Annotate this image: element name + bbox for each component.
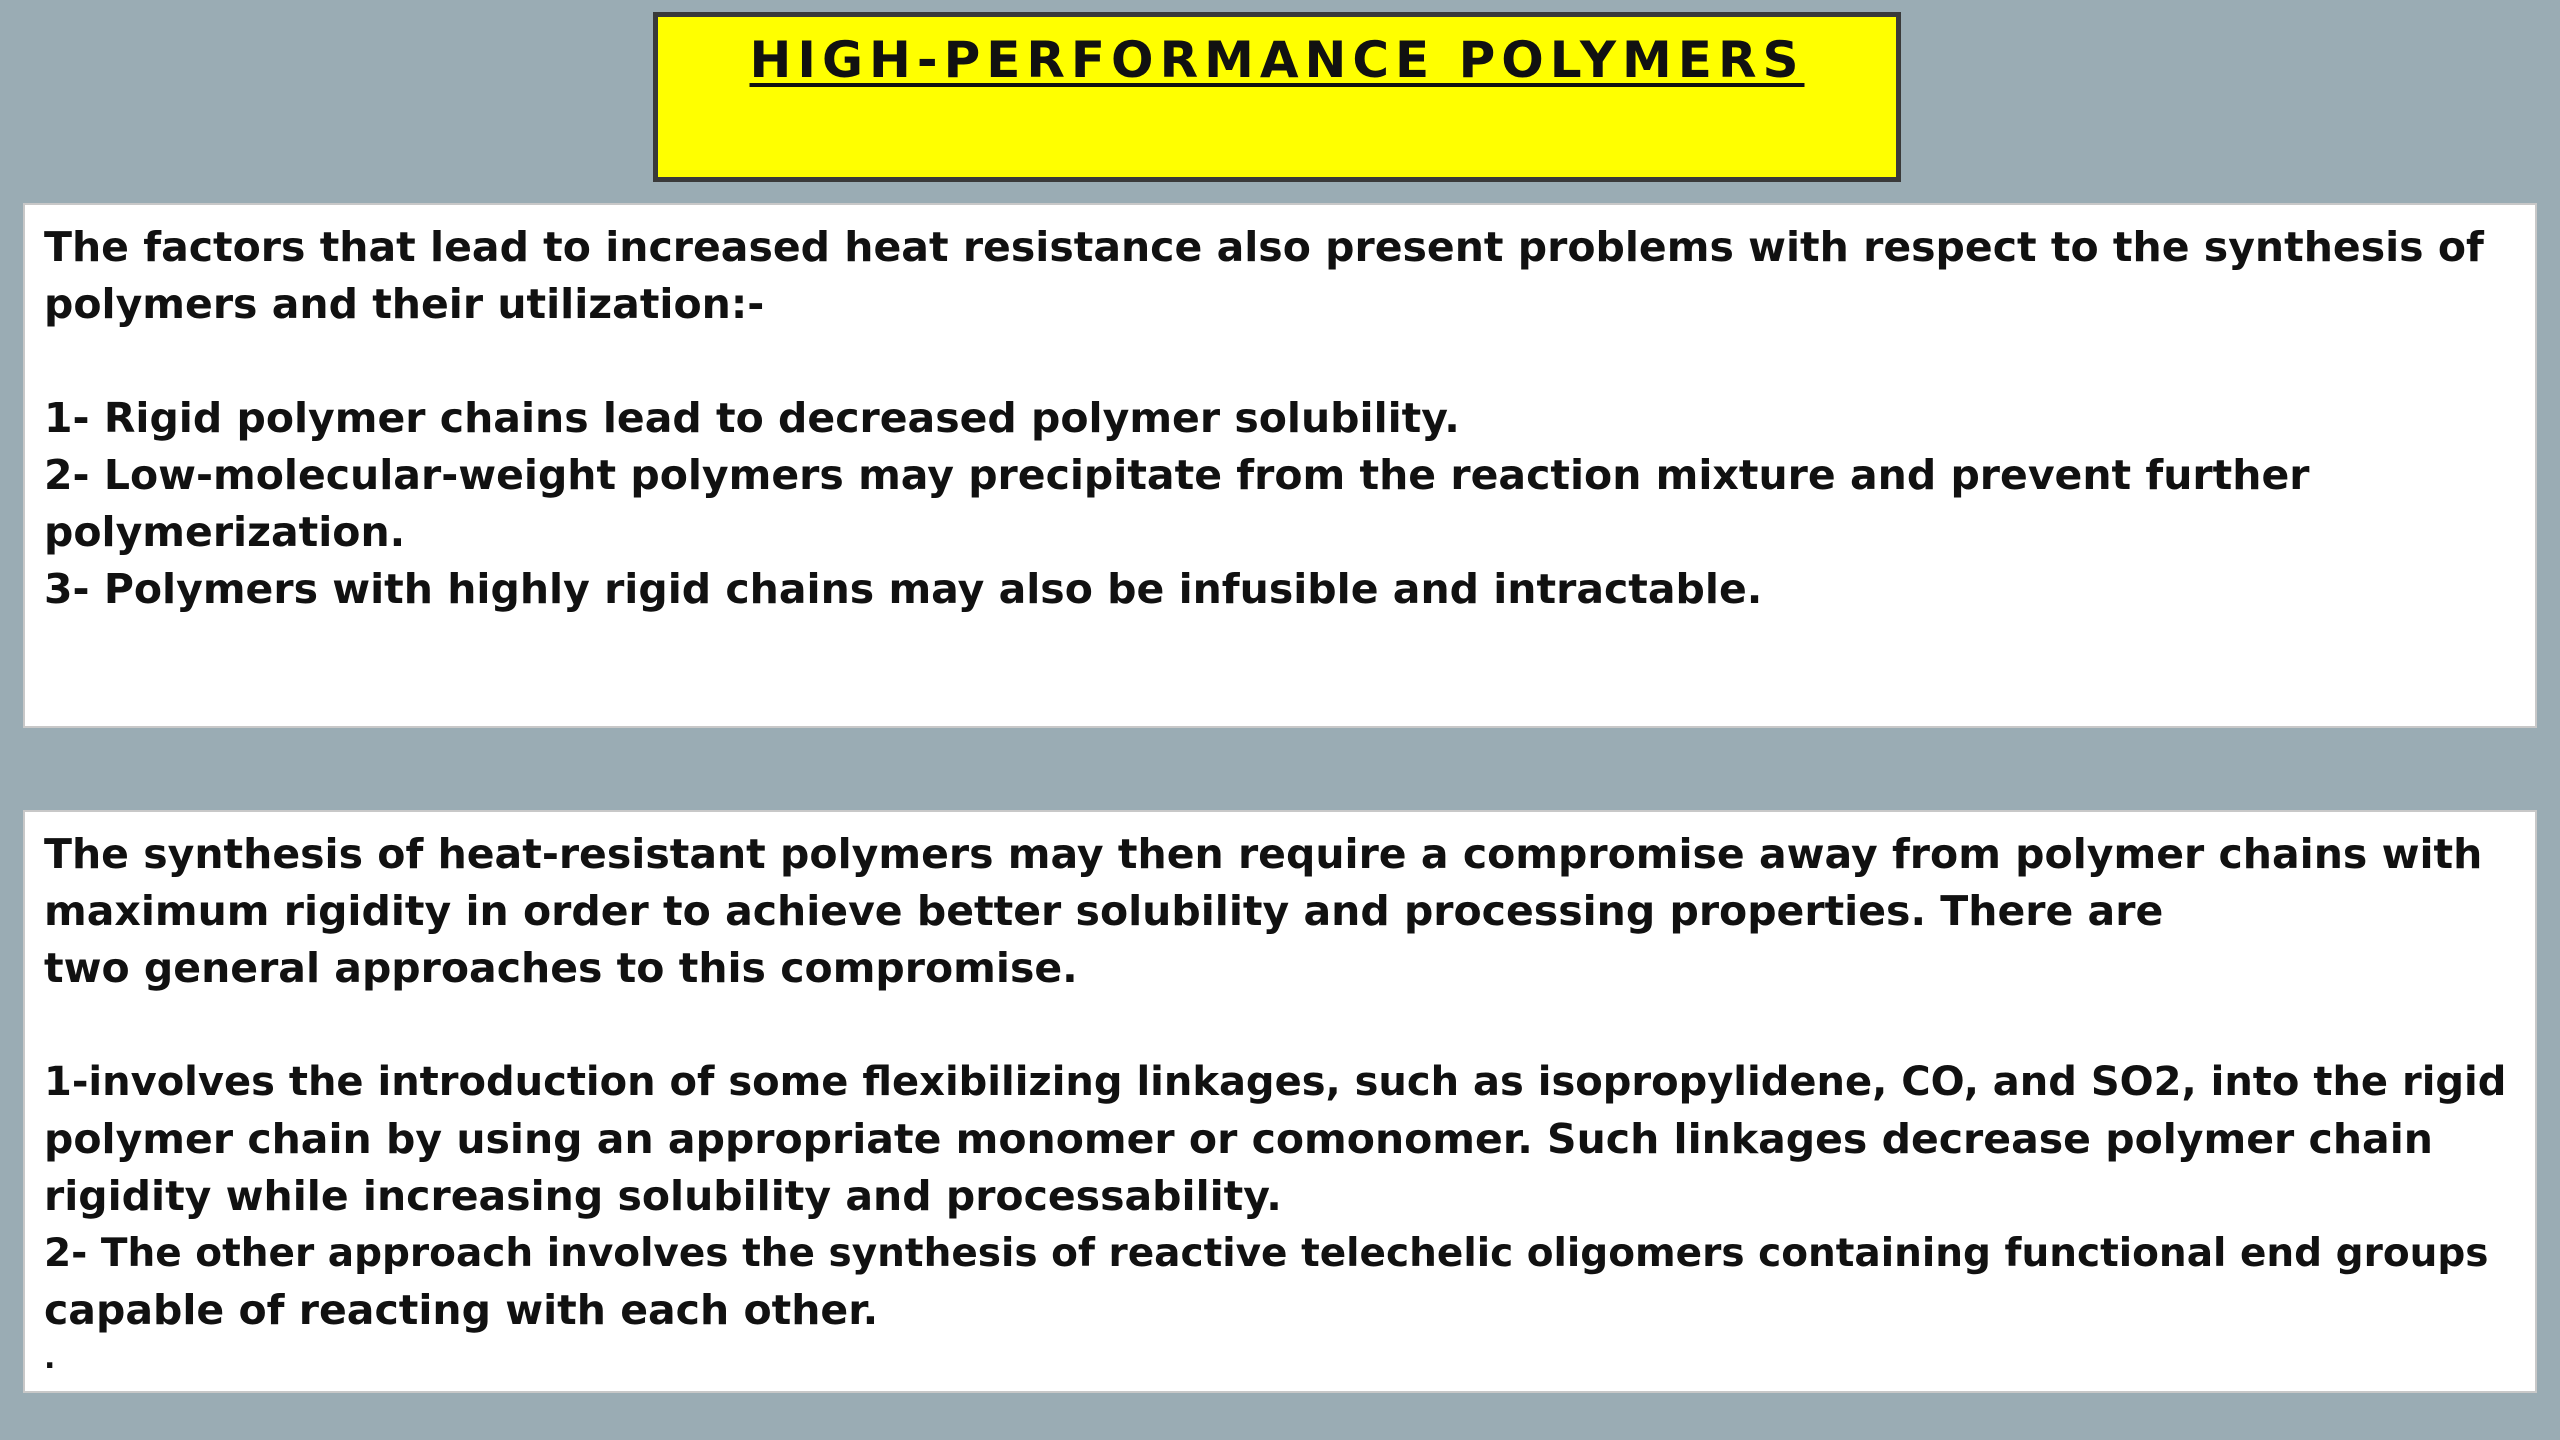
title-banner <box>653 12 1901 182</box>
panel1-intro-line2: polymers and their utilization:- <box>44 280 765 328</box>
panel2-trailing-dot: . <box>44 1341 56 1376</box>
panel2-item-1-line3: rigidity while increasing solubility and processability. <box>44 1172 1282 1220</box>
panel1-item-3: 3- Polymers with highly rigid chains may also be infusible and intractable. <box>44 565 1763 613</box>
slide-title: HIGH-PERFORMANCE POLYMERS <box>749 31 1805 89</box>
panel2-intro-line3: two general approaches to this compromise. <box>44 944 1078 992</box>
panel2-item-1-line2: polymer chain by using an appropriate monomer or comonomer. Such linkages decrease polymer chain <box>44 1115 2433 1163</box>
panel1-item-2-line1: 2- Low-molecular-weight polymers may precipitate from the reaction mixture and prevent further <box>44 451 2310 499</box>
panel1-item-2-line2: polymerization. <box>44 508 406 556</box>
spacer <box>44 333 2516 390</box>
heat-resistance-problems-panel <box>23 203 2537 728</box>
panel1-intro-line1: The factors that lead to increased heat resistance also present problems with respect to the synthesis of <box>44 223 2484 271</box>
panel2-intro-line2: maximum rigidity in order to achieve better solubility and processing properties. There are <box>44 887 2164 935</box>
spacer <box>44 997 2516 1054</box>
panel2-intro-line1: The synthesis of heat-resistant polymers may then require a compromise away from polymer chains with <box>44 830 2483 878</box>
panel2-item-1-line1: 1-involves the introduction of some flexibilizing linkages, such as isopropylidene, CO, and SO2, into the rigid <box>44 1059 2507 1105</box>
panel2-item-2-line1: 2- The other approach involves the synthesis of reactive telechelic oligomers containing functional end groups <box>44 1231 2489 1276</box>
panel2-item-2-line2: capable of reacting with each other. <box>44 1286 879 1334</box>
compromise-approaches-panel <box>23 810 2537 1393</box>
panel1-item-1: 1- Rigid polymer chains lead to decreased polymer solubility. <box>44 394 1460 442</box>
